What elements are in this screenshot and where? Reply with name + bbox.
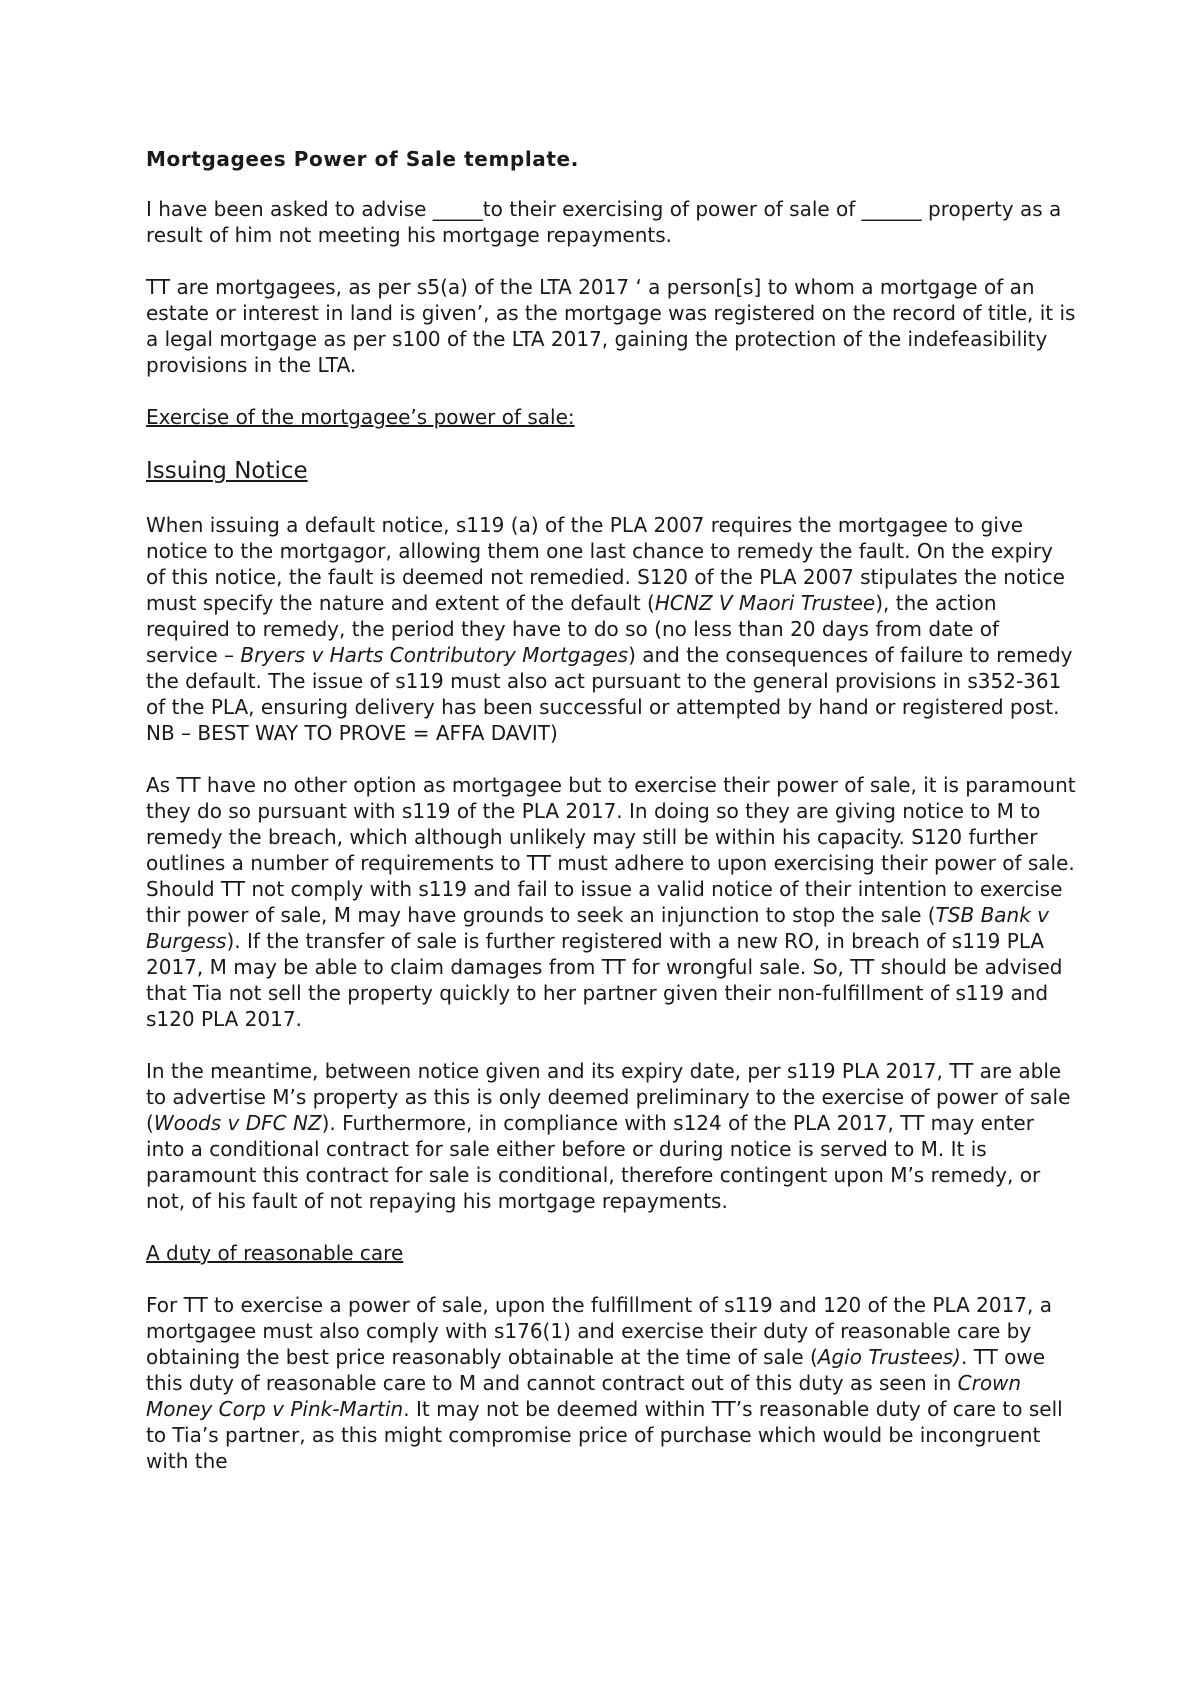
case-citation: Bryers v Harts Contributory Mortgages (240, 643, 629, 667)
text-run: . TT owe this duty of reasonable care to M and cannot contract out of this duty as seen in (146, 1345, 1046, 1395)
document-title: Mortgagees Power of Sale template. (146, 147, 579, 171)
meantime-paragraph (146, 1058, 1076, 1214)
case-citation: Crown Money Corp v Pink-Martin (146, 1371, 1022, 1421)
case-citation: HCNZ V Maori Trustee (654, 591, 876, 615)
text-run: In the meantime, between notice given and its expiry date, per s119 PLA 2017, TT are able to advertise M’s property as this is only deemed preliminary to the exercise of power of sale ( (146, 1059, 1071, 1135)
issuing-notice-heading: Issuing Notice (146, 458, 308, 484)
text-run: As TT have no other option as mortgagee but to exercise their power of sale, it is paramount they do so pursuant with s119 of the PLA 2017. In doing so they are giving notice to M to remedy the breach, which although unlikely may still be within his capacity. S120 further outlines a number of requirements to TT must adhere to upon exercising their power of sale. Should TT not comply with s119 and fail to issue a valid notice of their intention to exercise thir power of sale, M may have grounds to seek an injunction to stop the sale ( (146, 773, 1076, 927)
document-body (146, 146, 1076, 1500)
duty-subheading: A duty of reasonable care (146, 1241, 404, 1265)
text-run: ). If the transfer of sale is further registered with a new RO, in breach of s119 PLA 2017, M may be able to claim damages from TT for wrongful sale. So, TT should be advised that Tia not sell the property quickly to her partner given their non-fulfillment of s119 and s120 PLA 2017. (146, 929, 1063, 1031)
mortgagees-paragraph: TT are mortgagees, as per s5(a) of the LTA 2017 ‘ a person[s] to whom a mortgage of an estate or interest in land is given’, as the mortgage was registered on the record of title, it is a legal mortgage as per s100 of the LTA 2017, gaining the protection of the indefeasibility provisions in the LTA. (146, 275, 1076, 377)
text-run: ) and the consequences of failure to remedy the default. The issue of s119 must also act pursuant to the general provisions in s352-361 of the PLA, ensuring delivery has been successful or attempted by hand or registered post. NB – BEST WAY TO PROVE = AFFA DAVIT) (146, 643, 1073, 745)
option-paragraph (146, 772, 1076, 1032)
exercise-subheading: Exercise of the mortgagee’s power of sale: (146, 405, 575, 429)
text-run: . It may not be deemed within TT’s reasonable duty of care to sell to Tia’s partner, as this might compromise price of purchase which would be incongruent with the (146, 1397, 1063, 1473)
duty-paragraph (146, 1292, 1076, 1474)
case-citation: TSB Bank v Burgess (146, 903, 1050, 953)
text-run: For TT to exercise a power of sale, upon the fulfillment of s119 and 120 of the PLA 2017, a mortgagee must also comply with s176(1) and exercise their duty of reasonable care by obtaining the best price reasonably obtainable at the time of sale ( (146, 1293, 1053, 1369)
intro-paragraph: I have been asked to advise _____to their exercising of power of sale of ______ property as a result of him not meeting his mortgage repayments. (146, 197, 1062, 247)
text-run: ). Furthermore, in compliance with s124 of the PLA 2017, TT may enter into a conditional contract for sale either before or during notice is served to M. It is paramount this contract for sale is conditional, therefore contingent upon M’s remedy, or not, of his fault of not repaying his mortgage repayments. (146, 1111, 1041, 1213)
text-run: ), the action required to remedy, the period they have to do so (no less than 20 days from date of service – (146, 591, 1000, 667)
text-run: When issuing a default notice, s119 (a) of the PLA 2007 requires the mortgagee to give notice to the mortgagor, allowing them one last chance to remedy the fault. On the expiry of this notice, the fault is deemed not remedied. S120 of the PLA 2007 stipulates the notice must specify the nature and extent of the default ( (146, 513, 1065, 615)
case-citation: Agio Trustees) (817, 1345, 961, 1369)
notice-paragraph (146, 512, 1076, 746)
case-citation: Woods v DFC NZ (153, 1111, 322, 1135)
